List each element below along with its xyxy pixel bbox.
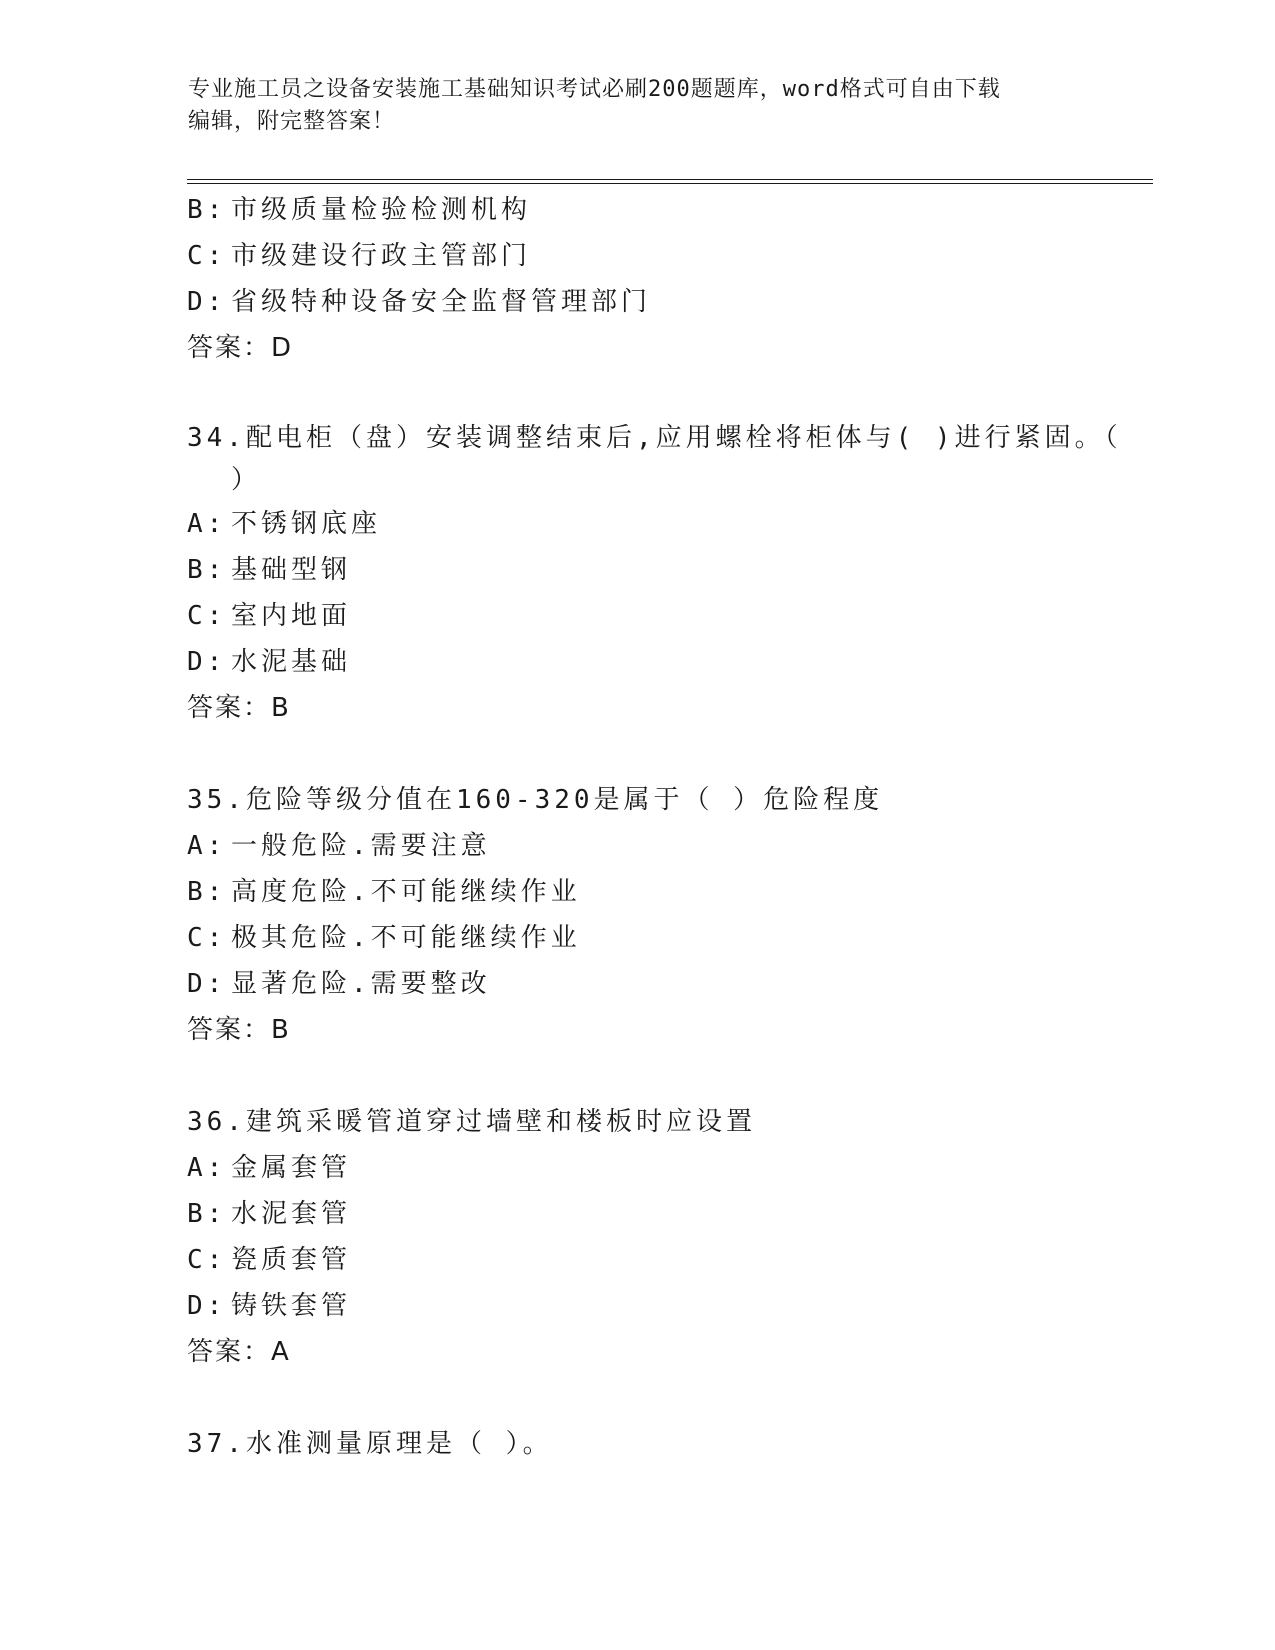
option-text: 显著危险.需要整改 — [231, 969, 491, 999]
header-divider-top — [187, 179, 1153, 180]
option-key: D: — [187, 969, 227, 999]
option-key: D: — [187, 647, 227, 677]
document-header — [188, 74, 1088, 138]
option-c — [187, 1237, 1087, 1283]
option-a — [187, 823, 1087, 869]
option-text: 瓷质套管 — [231, 1245, 352, 1275]
option-text: 金属套管 — [231, 1153, 352, 1183]
option-key: C: — [187, 601, 227, 631]
header-line-1: 专业施工员之设备安装施工基础知识考试必刷200题题库，word格式可自由下载 — [188, 77, 1001, 102]
option-c — [187, 233, 1087, 279]
question-37 — [187, 1421, 1087, 1467]
question-36 — [187, 1099, 1087, 1375]
spacer — [187, 371, 1087, 417]
answer: 答案：B — [187, 693, 291, 723]
option-text: 基础型钢 — [231, 555, 352, 585]
option-d — [187, 639, 1087, 685]
question-35 — [187, 777, 1087, 1053]
option-key: B: — [187, 1199, 227, 1229]
answer: 答案：D — [187, 333, 294, 363]
option-text: 市级建设行政主管部门 — [231, 241, 532, 271]
question-stem: 34.配电柜（盘）安装调整结束后,应用螺栓将柜体与( )进行紧固。（ — [187, 423, 1122, 453]
option-c — [187, 915, 1087, 961]
question-stem-continued: ） — [231, 465, 262, 495]
option-key: D: — [187, 287, 227, 317]
option-b — [187, 547, 1087, 593]
option-key: B: — [187, 877, 227, 907]
option-text: 高度危险.不可能继续作业 — [231, 877, 581, 907]
answer: 答案：B — [187, 1015, 291, 1045]
option-text: 水泥套管 — [231, 1199, 352, 1229]
header-divider-bottom — [187, 183, 1153, 184]
spacer — [187, 731, 1087, 777]
option-b — [187, 869, 1087, 915]
question-stem: 36.建筑采暖管道穿过墙壁和楼板时应设置 — [187, 1107, 756, 1137]
option-key: B: — [187, 195, 227, 225]
question-33-tail — [187, 187, 1087, 371]
question-stem: 35.危险等级分值在160-320是属于（ ）危险程度 — [187, 785, 884, 815]
option-key: B: — [187, 555, 227, 585]
question-list — [187, 187, 1122, 1467]
option-text: 室内地面 — [231, 601, 352, 631]
option-c — [187, 593, 1087, 639]
question-34 — [187, 417, 1122, 731]
answer: 答案：A — [187, 1337, 291, 1367]
option-key: A: — [187, 831, 227, 861]
option-a — [187, 501, 1087, 547]
option-d — [187, 961, 1087, 1007]
option-b — [187, 187, 1087, 233]
option-key: A: — [187, 1153, 227, 1183]
option-key: C: — [187, 923, 227, 953]
option-text: 铸铁套管 — [231, 1291, 352, 1321]
option-d — [187, 279, 1087, 325]
option-d — [187, 1283, 1087, 1329]
option-key: C: — [187, 1245, 227, 1275]
header-line-2: 编辑，附完整答案！ — [188, 109, 396, 134]
option-key: A: — [187, 509, 227, 539]
option-a — [187, 1145, 1087, 1191]
option-key: C: — [187, 241, 227, 271]
option-key: D: — [187, 1291, 227, 1321]
option-text: 极其危险.不可能继续作业 — [231, 923, 581, 953]
option-text: 不锈钢底座 — [231, 509, 382, 539]
option-text: 水泥基础 — [231, 647, 352, 677]
option-text: 省级特种设备安全监督管理部门 — [231, 287, 652, 317]
option-text: 一般危险.需要注意 — [231, 831, 491, 861]
spacer — [187, 1375, 1087, 1421]
spacer — [187, 1053, 1087, 1099]
question-stem: 37.水准测量原理是（ ）。 — [187, 1429, 553, 1459]
option-b — [187, 1191, 1087, 1237]
option-text: 市级质量检验检测机构 — [231, 195, 532, 225]
